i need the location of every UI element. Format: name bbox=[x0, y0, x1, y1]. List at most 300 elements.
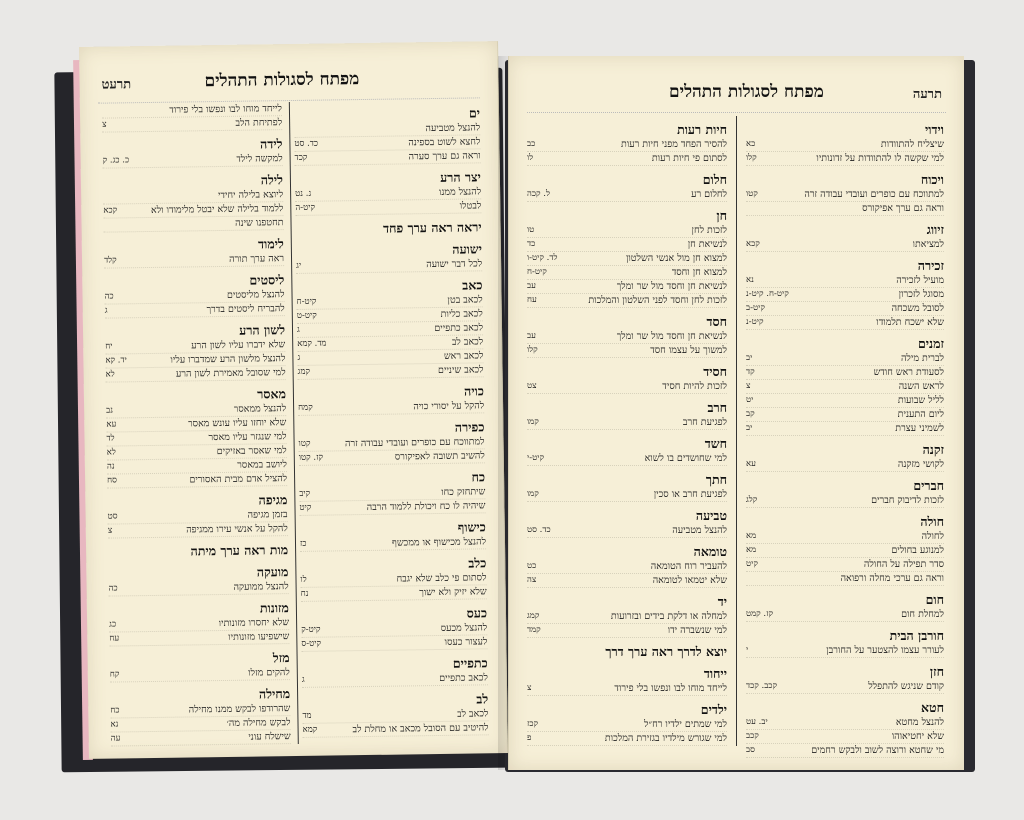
entry-psalm-ref: יב bbox=[746, 423, 753, 433]
index-topic: כלב bbox=[468, 555, 487, 571]
entry-psalm-ref bbox=[294, 124, 300, 137]
entry-psalm-ref: עה bbox=[110, 733, 121, 744]
index-topic: חיות רעות bbox=[677, 122, 727, 137]
entry-text: לשמיני עצרת bbox=[895, 423, 944, 434]
right-column bbox=[294, 99, 489, 738]
index-entry bbox=[746, 288, 944, 302]
entry-text: למנוגע בחולים bbox=[891, 545, 944, 556]
entry-text: למי שאסר באזיקים bbox=[216, 445, 287, 458]
index-topic: ייחוד bbox=[703, 666, 727, 681]
index-entry bbox=[527, 560, 727, 574]
entry-text: תחטפנו שינה bbox=[234, 217, 284, 229]
index-entry bbox=[295, 199, 481, 216]
entry-psalm-ref: יט bbox=[746, 395, 754, 405]
entry-text: להנצל ממנו bbox=[438, 186, 482, 198]
index-entry bbox=[109, 580, 289, 597]
index-topic: לימוד bbox=[257, 236, 284, 252]
entry-psalm-ref: כח bbox=[110, 705, 120, 716]
entry-text: שיהיה לו כח ויכולת ללמוד הרבה bbox=[366, 500, 486, 513]
entry-text: מסוגל לזכרון bbox=[898, 289, 944, 300]
entry-text: למחלה או דלקת בידים ובזרועות bbox=[610, 611, 727, 622]
index-entry bbox=[301, 585, 487, 602]
entry-psalm-ref: קז. קמט bbox=[746, 609, 774, 619]
entry-psalm-ref: קיט-נ bbox=[746, 317, 764, 327]
entry-text: לייחד מוחו לבו ונפשו בלי פירוד bbox=[169, 103, 283, 116]
index-entry bbox=[109, 630, 289, 647]
index-entry bbox=[299, 449, 485, 466]
entry-psalm-ref: קמג bbox=[527, 611, 540, 621]
index-topic: כאב bbox=[462, 277, 483, 293]
entry-text: שהרודפו לבקש ממנו מחילה bbox=[188, 703, 291, 716]
entry-psalm-ref: קב bbox=[746, 409, 755, 419]
index-topic: חסד bbox=[706, 314, 727, 329]
index-topic: טביעה bbox=[695, 508, 727, 523]
entry-text: לכאב לב bbox=[456, 708, 489, 720]
entry-text: לראש השנה bbox=[898, 381, 944, 392]
index-entry bbox=[746, 138, 944, 152]
page-header bbox=[79, 67, 497, 103]
index-entry bbox=[527, 718, 727, 732]
entry-text: להבריח ליסטים בדרך bbox=[206, 303, 285, 316]
index-topic: חום bbox=[925, 592, 944, 607]
entry-text: קודם שניגש להתפלל bbox=[868, 681, 944, 692]
page-title: מפתח לסגולות התהלים bbox=[204, 69, 360, 92]
index-entry bbox=[746, 680, 944, 694]
entry-text: לנשיאת חן bbox=[687, 239, 727, 250]
index-entry bbox=[746, 608, 944, 622]
entry-text: שישפיעו מזונותיו bbox=[228, 631, 290, 643]
index-entry bbox=[104, 252, 284, 269]
index-entry bbox=[746, 394, 944, 408]
entry-psalm-ref: נא bbox=[110, 719, 119, 730]
entry-psalm-ref: כה bbox=[104, 291, 114, 302]
entry-psalm-ref: טו bbox=[527, 225, 535, 235]
index-topic: יד bbox=[717, 594, 727, 609]
index-topic: חברים bbox=[913, 478, 944, 493]
index-entry bbox=[746, 494, 944, 508]
entry-text: מי שחטא ורוצה לשוב ולבקש רחמים bbox=[811, 745, 944, 756]
entry-text: לכאב ראש bbox=[443, 350, 484, 362]
entry-text: לעצור כעסו bbox=[444, 636, 488, 648]
entry-text: לסובל משכחה bbox=[891, 303, 944, 314]
entry-psalm-ref: כז bbox=[299, 538, 307, 549]
entry-text: שלא ישכח תלמודו bbox=[876, 317, 944, 328]
entry-psalm-ref bbox=[103, 191, 109, 204]
entry-text: למי שסובל מאמירת לשון הרע bbox=[175, 367, 286, 380]
entry-text: לכאב שיניים bbox=[437, 364, 484, 376]
index-topic: כישוף bbox=[457, 519, 486, 535]
index-topic: חולה bbox=[920, 514, 944, 529]
entry-text: להשיב תשובה לאפיקורס bbox=[394, 450, 485, 463]
entry-text: שישלח עוני bbox=[248, 731, 291, 743]
entry-psalm-ref: יג bbox=[296, 260, 302, 271]
index-entry bbox=[527, 330, 727, 344]
index-entry bbox=[527, 416, 727, 430]
entry-text: להקל על אנשי עירו ממגיפה bbox=[186, 523, 288, 536]
index-topic: ליסטים bbox=[249, 272, 285, 288]
index-entry bbox=[527, 252, 727, 266]
entry-text: לכאב כתפיים bbox=[434, 322, 484, 335]
entry-text: וראה גם ערך אפיקורס bbox=[862, 203, 944, 214]
index-entry bbox=[302, 671, 488, 688]
entry-text: שיתחזק כחו bbox=[441, 486, 486, 498]
index-topic: מאסר bbox=[257, 386, 287, 402]
index-topic: חסיד bbox=[703, 364, 727, 379]
entry-psalm-ref bbox=[746, 202, 752, 215]
entry-text: סדר תפילה על החולה bbox=[863, 559, 944, 570]
entry-text: וראה גם ערך סערה bbox=[408, 150, 481, 163]
index-topic: זכירה bbox=[917, 258, 944, 273]
index-entry bbox=[746, 380, 944, 394]
entry-text: להנצל מחטא bbox=[895, 717, 944, 728]
entry-psalm-ref: מא bbox=[746, 531, 757, 541]
index-entry bbox=[527, 732, 727, 746]
index-entry bbox=[527, 452, 727, 466]
index-topic: מחילה bbox=[258, 686, 291, 702]
index-entry bbox=[295, 149, 481, 166]
entry-psalm-ref: קלד bbox=[103, 255, 117, 266]
right-column bbox=[746, 116, 944, 758]
entry-text: למקשה לילד bbox=[236, 153, 283, 165]
entry-psalm-ref: פ bbox=[527, 733, 532, 743]
entry-psalm-ref: קלו bbox=[527, 345, 538, 355]
entry-text: לבטלו bbox=[459, 200, 482, 212]
entry-text: לזכות לדיבוק חברים bbox=[871, 495, 944, 506]
index-entry bbox=[746, 152, 944, 166]
entry-text: ראה ערך תורה bbox=[229, 253, 285, 265]
entry-psalm-ref: עב bbox=[527, 331, 536, 341]
entry-text: לסתום פי חיות רעות bbox=[651, 153, 727, 164]
index-entry bbox=[746, 458, 944, 472]
entry-psalm-ref: קד bbox=[746, 367, 755, 377]
index-topic: יראה ראה ערך פחד bbox=[382, 219, 482, 236]
index-entry bbox=[527, 152, 727, 166]
left-column bbox=[102, 102, 291, 746]
entry-psalm-ref: צ bbox=[527, 683, 532, 693]
index-entry bbox=[527, 224, 727, 238]
entry-psalm-ref: קח bbox=[109, 669, 120, 680]
entry-text: להציל אדם מבית האסורים bbox=[189, 473, 288, 486]
entry-psalm-ref: לד bbox=[106, 433, 115, 444]
index-entry bbox=[103, 216, 283, 233]
index-entry bbox=[527, 488, 727, 502]
entry-psalm-ref: קיט-ח bbox=[296, 296, 317, 307]
index-topic: מות ראה ערך מיתה bbox=[190, 542, 289, 559]
entry-psalm-ref: יד. קא bbox=[105, 355, 127, 366]
index-topic: זקנה bbox=[922, 442, 944, 457]
index-entry bbox=[746, 530, 944, 544]
entry-psalm-ref: לו bbox=[300, 574, 307, 585]
entry-psalm-ref: כט bbox=[527, 561, 537, 571]
entry-psalm-ref: ג bbox=[296, 324, 300, 335]
entry-psalm-ref: מד. קמא bbox=[297, 338, 327, 349]
index-topic: מזונות bbox=[259, 600, 290, 616]
entry-psalm-ref: לו bbox=[527, 153, 534, 163]
entry-text: למי שגורש מילדיו בגזירת המלכות bbox=[604, 733, 727, 744]
index-topic: חן bbox=[716, 208, 727, 223]
index-topic: לידה bbox=[259, 136, 283, 152]
index-entry bbox=[298, 363, 484, 380]
index-topic: לב bbox=[476, 691, 489, 707]
entry-psalm-ref: קמא bbox=[302, 724, 318, 735]
entry-text: לפגיעת חרב bbox=[682, 417, 727, 428]
index-entry bbox=[102, 116, 282, 133]
entry-text: לעורר עצמו להצטער על החורבן bbox=[826, 645, 944, 656]
entry-psalm-ref: קיט-ח bbox=[527, 267, 547, 277]
index-entry bbox=[746, 238, 944, 252]
entry-text: להנצל מליסטים bbox=[226, 289, 285, 301]
entry-psalm-ref: צה bbox=[527, 575, 537, 585]
entry-text: להסיר הפחד מפני חיות רעות bbox=[621, 139, 727, 150]
entry-text: להקל על יסורי כויה bbox=[413, 400, 485, 413]
index-topic: כתפיים bbox=[452, 655, 488, 671]
entry-psalm-ref: קלו bbox=[746, 153, 757, 163]
index-entry bbox=[746, 572, 944, 586]
entry-psalm-ref: ל. קכה bbox=[527, 189, 550, 199]
index-entry bbox=[746, 188, 944, 202]
entry-text: למי שקשה לו להתוודות על זדונותיו bbox=[816, 153, 944, 164]
entry-text: ליושב במאסר bbox=[237, 459, 287, 471]
entry-text: לליל שבועות bbox=[897, 395, 944, 406]
entry-text: למי שנשברה ידו bbox=[667, 625, 727, 636]
index-topic: וידוי bbox=[925, 122, 944, 137]
entry-psalm-ref: קיט-ח. קיט-נ bbox=[746, 289, 789, 299]
entry-psalm-ref: נה bbox=[106, 461, 115, 472]
entry-text: לזכות להיות חסיד bbox=[662, 381, 727, 392]
index-topic: חשד bbox=[704, 436, 727, 451]
index-topic: יוצא לדרך ראה ערך דרך bbox=[605, 644, 727, 659]
entry-psalm-ref: קמו bbox=[527, 489, 539, 499]
index-entry bbox=[301, 635, 487, 652]
index-topic: ים bbox=[468, 105, 481, 121]
entry-text: מועיל לזכירה bbox=[896, 275, 944, 286]
entry-psalm-ref: קיט bbox=[746, 559, 758, 569]
entry-text: בזמן מגיפה bbox=[247, 509, 288, 521]
index-topic: ישועה bbox=[452, 241, 483, 257]
entry-psalm-ref: עא bbox=[746, 459, 756, 469]
entry-psalm-ref: קיב bbox=[299, 488, 311, 499]
entry-text: להיטיב עם הסובל מכאב או מחלת לב bbox=[352, 722, 489, 736]
index-topic: ויכוח bbox=[920, 172, 944, 187]
entry-text: לכאב בטן bbox=[447, 294, 483, 306]
entry-psalm-ref: עח bbox=[109, 633, 120, 644]
entry-text: לפתיחת הלב bbox=[235, 117, 283, 129]
entry-text: שלא יטמאו לטומאה bbox=[652, 575, 727, 586]
index-entry bbox=[527, 266, 727, 280]
column-divider bbox=[736, 116, 737, 746]
entry-psalm-ref: עח bbox=[527, 295, 537, 305]
index-entry bbox=[106, 366, 286, 383]
entry-text: למשוך על עצמו חסד bbox=[650, 345, 727, 356]
entry-text: למתווכח עם כופרים ועובדי עבודה זרה bbox=[804, 189, 944, 200]
index-entry bbox=[746, 422, 944, 436]
index-topic: חלום bbox=[702, 172, 727, 187]
index-entry bbox=[746, 716, 944, 730]
index-topic: לילה bbox=[260, 172, 284, 188]
entry-text: להנצל מלשון הרע שמדברו עליו bbox=[170, 353, 286, 366]
entry-text: להנצל מכישוף או ממכשף bbox=[391, 536, 487, 549]
entry-psalm-ref: יב bbox=[746, 353, 753, 363]
index-entry bbox=[746, 366, 944, 380]
entry-text: למי שנגזר עליו מאסר bbox=[208, 431, 287, 444]
entry-text: להעביר רוח הטומאה bbox=[650, 561, 727, 572]
index-entry bbox=[527, 380, 727, 394]
index-entry bbox=[527, 524, 727, 538]
entry-psalm-ref: קמו bbox=[527, 417, 539, 427]
index-entry bbox=[746, 302, 944, 316]
entry-text: לברית מילה bbox=[900, 353, 944, 364]
entry-psalm-ref: ג bbox=[301, 674, 305, 685]
index-entry bbox=[105, 302, 285, 319]
entry-psalm-ref: כא bbox=[746, 139, 756, 149]
entry-psalm-ref: קיט-ק bbox=[301, 624, 321, 635]
entry-psalm-ref: לד. קיט-ו bbox=[527, 253, 558, 263]
entry-text: לנשיאת חן וחסד מול שר ומלך bbox=[616, 331, 727, 342]
index-entry bbox=[303, 721, 489, 738]
entry-text: ליום התענית bbox=[897, 409, 944, 420]
entry-psalm-ref: קיט-י bbox=[527, 453, 545, 463]
entry-psalm-ref bbox=[746, 572, 752, 585]
entry-psalm-ref: סח bbox=[107, 475, 118, 486]
page-title: מפתח לסגולות התהלים bbox=[669, 82, 824, 102]
entry-psalm-ref: קמג bbox=[297, 366, 311, 377]
index-entry bbox=[527, 188, 727, 202]
index-topic: ילדים bbox=[700, 702, 727, 717]
entry-text: שלא יחסרו מזונותיו bbox=[218, 617, 290, 630]
index-topic: חרב bbox=[707, 400, 727, 415]
index-topic: כפירה bbox=[454, 419, 485, 435]
entry-psalm-ref: כד. סט bbox=[294, 138, 319, 149]
entry-text: לכאב לב bbox=[451, 336, 484, 348]
index-topic: מגיפה bbox=[258, 492, 288, 508]
entry-text: למצוא חן וחסד bbox=[671, 267, 727, 278]
entry-psalm-ref: י bbox=[746, 645, 749, 655]
entry-text: לחצא לשוט בספינה bbox=[408, 136, 481, 149]
entry-text: שלא יזיק ולא ישוך bbox=[419, 586, 487, 599]
entry-text: לסתום פי כלב שלא יגבח bbox=[396, 572, 487, 585]
index-topic: כויה bbox=[464, 383, 484, 399]
index-topic: כח bbox=[471, 469, 486, 485]
entry-text: להקים מזלו bbox=[248, 667, 290, 679]
entry-psalm-ref: לא bbox=[105, 369, 115, 380]
index-entry bbox=[746, 730, 944, 744]
index-entry bbox=[110, 666, 290, 683]
entry-psalm-ref: קכז bbox=[527, 719, 539, 729]
entry-text: למצוא חן מול אנשי השלטון bbox=[625, 253, 727, 264]
page-number: תרעט bbox=[101, 77, 132, 93]
index-entry bbox=[108, 522, 288, 539]
entry-text: וראה גם ערכי מחלה ורפואה bbox=[840, 573, 944, 584]
index-entry bbox=[527, 280, 727, 294]
entry-psalm-ref: קיט-ה bbox=[295, 202, 316, 213]
index-entry bbox=[527, 610, 727, 624]
entry-text: להנצל מטביעה bbox=[672, 525, 727, 536]
entry-psalm-ref: צ bbox=[102, 119, 107, 130]
entry-psalm-ref: עב bbox=[527, 281, 536, 291]
index-entry bbox=[746, 352, 944, 366]
entry-psalm-ref: כד bbox=[527, 239, 536, 249]
entry-text: לנשיאת חן וחסד מול שר ומלך bbox=[616, 281, 727, 292]
entry-text: ללמוד בלילה שלא יבטל מלימודו ולא bbox=[150, 203, 284, 216]
entry-psalm-ref bbox=[103, 219, 109, 232]
entry-text: לבקש מחילה מה׳ bbox=[226, 717, 291, 729]
entry-text: שיצליח להתוודות bbox=[880, 139, 944, 150]
index-entry bbox=[746, 202, 944, 216]
index-entry bbox=[111, 730, 291, 747]
entry-text: שלא ידברו עליו לשון הרע bbox=[191, 339, 286, 352]
index-entry bbox=[746, 558, 944, 572]
entry-text: למי שחושדים בו לשוא bbox=[644, 453, 727, 464]
entry-psalm-ref: קז. קטו bbox=[298, 452, 324, 463]
entry-psalm-ref: מא bbox=[746, 545, 757, 555]
entry-psalm-ref: ג bbox=[297, 352, 301, 363]
entry-psalm-ref: קלג bbox=[746, 495, 758, 505]
entry-psalm-ref: סט bbox=[107, 511, 118, 522]
entry-psalm-ref: כ. כג. ק bbox=[102, 155, 130, 166]
entry-psalm-ref: מד bbox=[302, 710, 312, 721]
index-topic: מזל bbox=[272, 650, 290, 666]
entry-text: לכאב כתפיים bbox=[439, 672, 488, 684]
left-page bbox=[79, 41, 508, 759]
index-topic: מועקה bbox=[256, 564, 289, 580]
entry-text: ליוצא בלילה יחידי bbox=[217, 189, 284, 202]
index-entry bbox=[746, 644, 944, 658]
entry-text: למי שמתים ילדיו רח״ל bbox=[644, 719, 727, 730]
entry-psalm-ref: צ bbox=[107, 525, 113, 536]
entry-psalm-ref: קיט-ט bbox=[296, 310, 317, 321]
entry-psalm-ref: כד. סט bbox=[527, 525, 551, 535]
entry-psalm-ref: צ bbox=[746, 381, 751, 391]
index-topic: חטא bbox=[921, 700, 944, 715]
page-number: תרעה bbox=[912, 87, 942, 102]
index-topic: יצר הרע bbox=[440, 169, 482, 185]
left-column bbox=[527, 116, 727, 746]
entry-psalm-ref: קטו bbox=[298, 438, 311, 449]
entry-psalm-ref: סב bbox=[746, 745, 755, 755]
entry-text: שלא יוחזו עליו עונש מאסר bbox=[187, 417, 287, 430]
index-entry bbox=[299, 499, 485, 516]
index-entry bbox=[527, 624, 727, 638]
entry-psalm-ref: כה bbox=[108, 583, 118, 594]
entry-psalm-ref: עא bbox=[106, 419, 117, 430]
entry-psalm-ref: יח bbox=[105, 341, 113, 352]
entry-text: לכאב כליות bbox=[440, 308, 483, 320]
index-entry bbox=[296, 257, 482, 274]
entry-psalm-ref: קכא bbox=[103, 205, 118, 216]
entry-text: לייחד מוחו לבו ונפשו בלי פירוד bbox=[614, 683, 727, 694]
entry-psalm-ref: נב bbox=[106, 405, 114, 416]
index-entry bbox=[527, 238, 727, 252]
index-entry bbox=[746, 316, 944, 330]
entry-text: לזכות לחן וחסד לפני השלטון והמלכות bbox=[588, 295, 727, 306]
index-entry bbox=[300, 535, 486, 552]
index-entry bbox=[746, 744, 944, 758]
entry-text: לחולה bbox=[921, 531, 944, 542]
entry-text: לזכות לחן bbox=[691, 225, 727, 236]
index-topic: חזן bbox=[929, 664, 944, 679]
entry-text: לקושי מזקנה bbox=[897, 459, 944, 470]
entry-psalm-ref: כג bbox=[109, 619, 117, 630]
index-entry bbox=[527, 138, 727, 152]
index-entry bbox=[527, 344, 727, 358]
entry-psalm-ref: צט bbox=[527, 381, 537, 391]
entry-text: לחלום רע bbox=[691, 189, 727, 200]
entry-psalm-ref: נ. נט bbox=[295, 188, 312, 199]
index-topic: טומאה bbox=[693, 544, 727, 559]
index-entry bbox=[298, 399, 484, 416]
index-entry bbox=[527, 682, 727, 696]
entry-psalm-ref: קכב bbox=[746, 731, 759, 741]
